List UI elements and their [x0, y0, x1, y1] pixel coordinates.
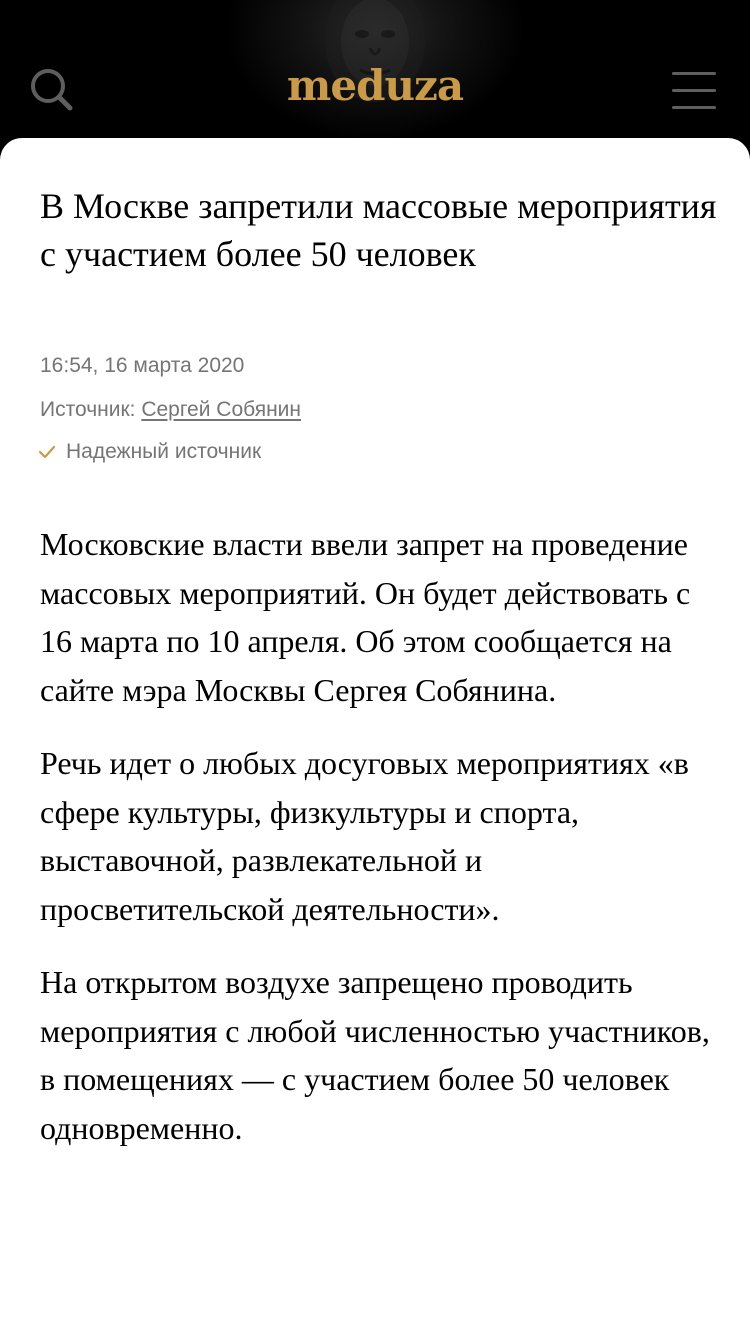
- article-source: [40, 396, 301, 424]
- trusted-source-label: Надежный источник: [66, 440, 262, 463]
- article-paragraph: На открытом воздухе запрещено проводить мероприятия с любой численностью участников, в помещениях — с участием более 50 человек одновременно.: [40, 964, 710, 1146]
- meduza-logo[interactable]: meduza: [286, 61, 464, 110]
- check-icon: [38, 445, 56, 459]
- article-paragraph: Речь идет о любых досуговых мероприятиях «в сфере культуры, физкультуры и спорта, выставочной, развлекательной и просветительской деятельности».: [40, 745, 689, 927]
- menu-icon[interactable]: [670, 70, 718, 112]
- article-body: [40, 520, 730, 1177]
- source-link[interactable]: Сергей Собянин: [141, 398, 302, 421]
- article-title: В Москве запретили массовые мероприятия с участием более 50 человек: [40, 186, 717, 274]
- article-card: [0, 138, 750, 1338]
- source-label: Источник:: [40, 398, 136, 421]
- trusted-source-badge: [38, 438, 261, 466]
- article-date: 16:54, 16 марта 2020: [40, 354, 245, 377]
- app-header: [0, 0, 750, 160]
- article-paragraph: Московские власти ввели запрет на проведение массовых мероприятий. Он будет действовать с 16 марта по 10 апреля. Об этом сообщается на сайте мэра Москвы Сергея Собянина.: [40, 526, 691, 708]
